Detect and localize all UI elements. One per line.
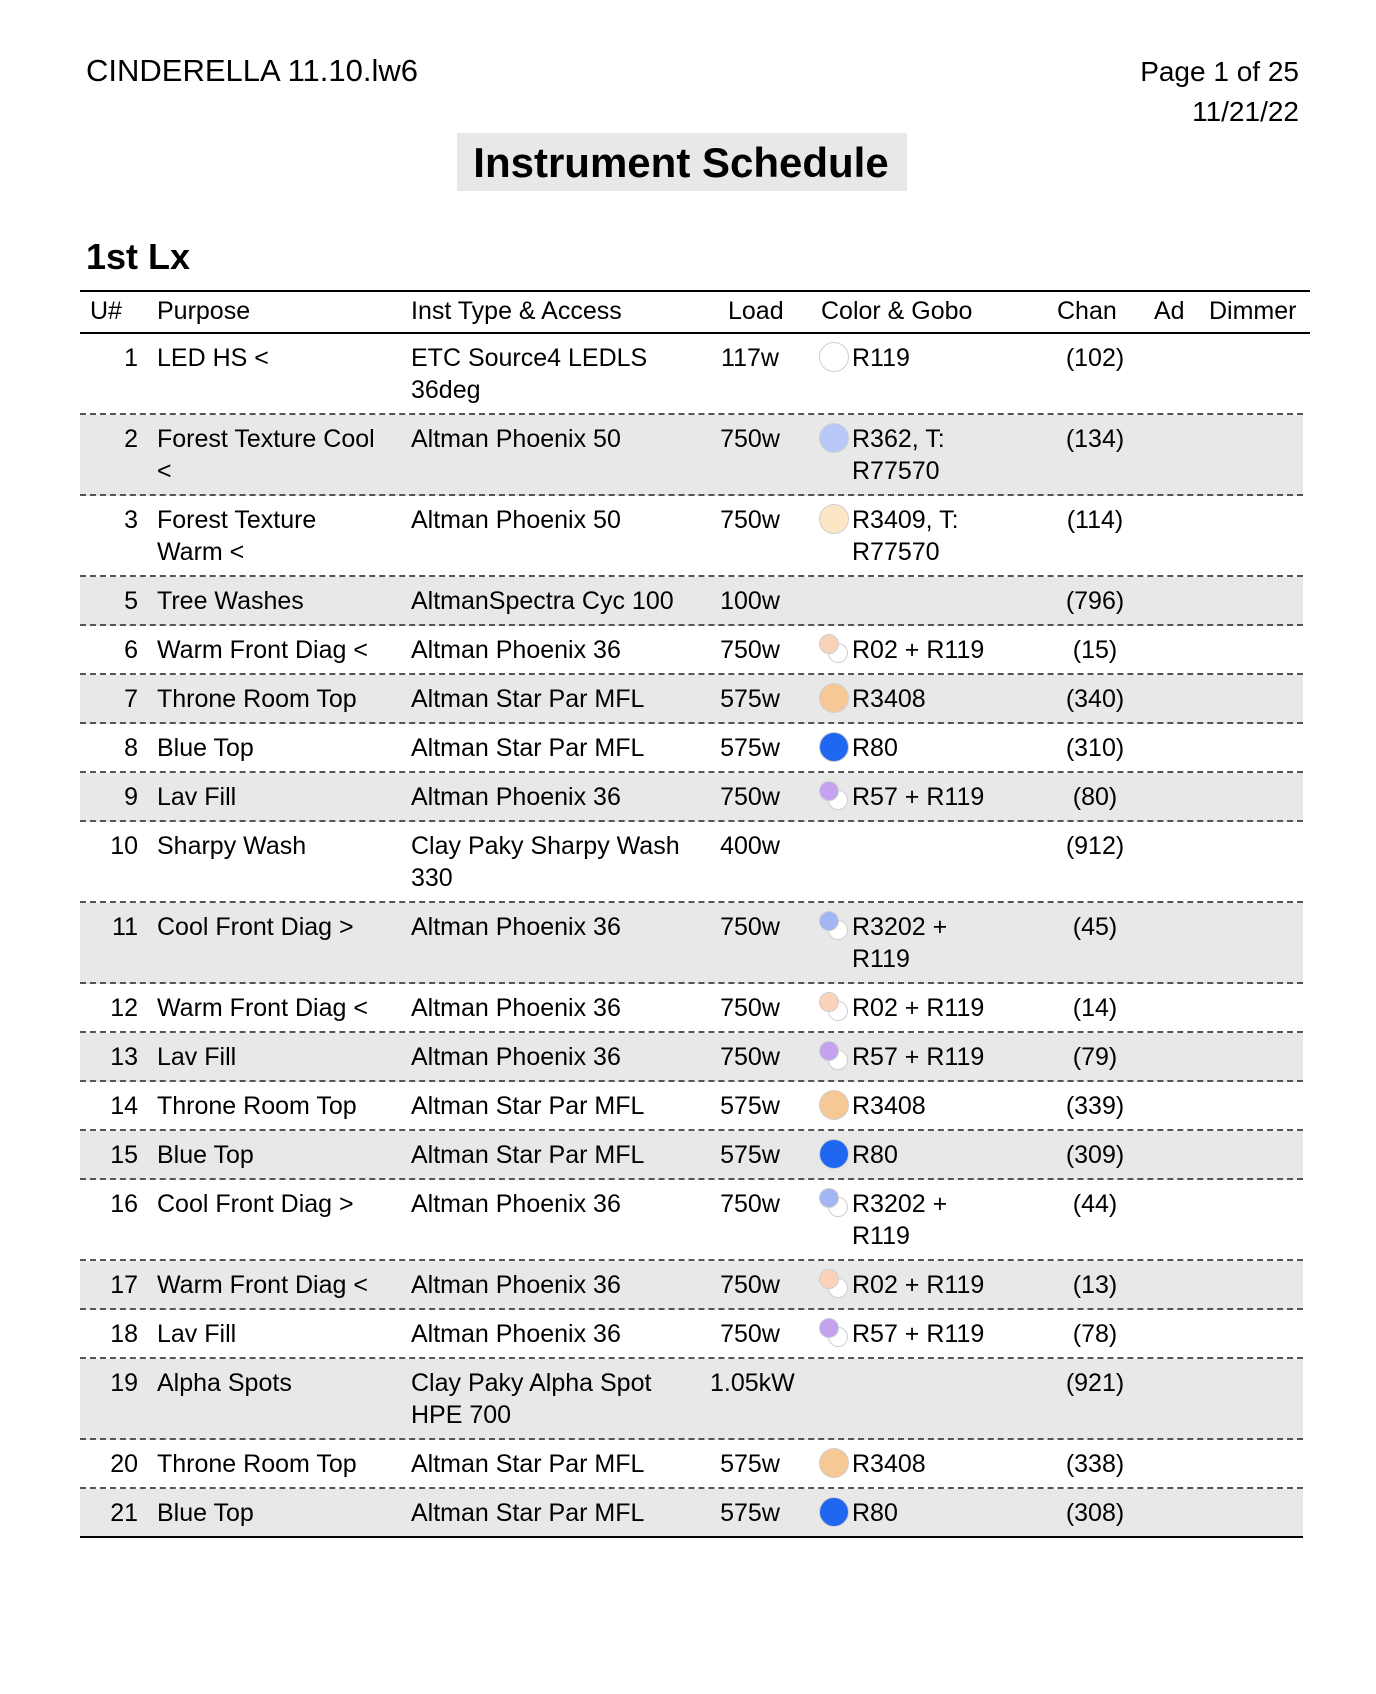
- channel-cell: (15): [1072, 636, 1118, 664]
- table-row: [80, 675, 1303, 724]
- color-gobo-cell: R80: [852, 734, 898, 762]
- print-date: 11/21/22: [1192, 96, 1299, 127]
- purpose-cell: Alpha Spots: [157, 1369, 292, 1397]
- color-swatch-icon: [819, 781, 849, 811]
- color-swatch-icon: [819, 1318, 849, 1348]
- purpose-cell: Lav Fill: [157, 1320, 237, 1348]
- color-swatch-icon: [819, 1448, 849, 1478]
- load-cell: 750w: [720, 506, 780, 534]
- load-cell: 575w: [720, 685, 780, 713]
- color-gobo-cell: R02 + R119: [852, 636, 985, 664]
- col-header-inst: Inst Type & Access: [411, 297, 622, 325]
- channel-cell: (134): [1065, 425, 1125, 453]
- gel-color-dot: [819, 504, 849, 534]
- unit-cell: 6: [124, 636, 138, 664]
- purpose-cell: Forest Texture Cool <: [157, 425, 375, 485]
- table-row: [80, 1440, 1303, 1489]
- load-cell: 575w: [720, 1499, 780, 1527]
- channel-cell: (921): [1065, 1369, 1125, 1397]
- col-header-chan: Chan: [1057, 297, 1117, 325]
- load-cell: 1.05kW: [710, 1369, 795, 1397]
- inst-type-cell: Altman Phoenix 36: [411, 1190, 621, 1218]
- unit-cell: 10: [110, 832, 138, 860]
- color-swatch-icon: [819, 504, 849, 534]
- load-cell: 750w: [720, 913, 780, 941]
- load-cell: 575w: [720, 1092, 780, 1120]
- gel-color-dot: [819, 634, 839, 654]
- unit-cell: 9: [124, 783, 138, 811]
- color-gobo-cell: R57 + R119: [852, 1043, 985, 1071]
- load-cell: 750w: [720, 1190, 780, 1218]
- load-cell: 575w: [720, 1450, 780, 1478]
- gel-color-dot: [819, 1269, 839, 1289]
- report-title: Instrument Schedule: [457, 133, 906, 191]
- purpose-cell: Throne Room Top: [157, 1092, 357, 1120]
- load-cell: 750w: [720, 425, 780, 453]
- table-body: [80, 334, 1303, 1538]
- inst-type-cell: Clay Paky Sharpy Wash 330: [411, 832, 680, 892]
- inst-type-cell: Clay Paky Alpha Spot HPE 700: [411, 1369, 652, 1429]
- gel-color-dot: [819, 911, 839, 931]
- channel-cell: (44): [1072, 1190, 1118, 1218]
- inst-type-cell: Altman Star Par MFL: [411, 1092, 645, 1120]
- load-cell: 117w: [721, 344, 779, 372]
- purpose-cell: Blue Top: [157, 1499, 254, 1527]
- gel-color-dot: [819, 1041, 839, 1061]
- color-swatch-icon: [819, 992, 849, 1022]
- table-row: [80, 724, 1303, 773]
- color-swatch-icon: [819, 1041, 849, 1071]
- inst-type-cell: Altman Phoenix 36: [411, 1271, 621, 1299]
- color-swatch-icon: [819, 423, 849, 453]
- load-cell: 575w: [720, 734, 780, 762]
- load-cell: 750w: [720, 636, 780, 664]
- col-header-unit: U#: [90, 297, 122, 325]
- color-gobo-cell: R02 + R119: [852, 1271, 985, 1299]
- table-row: [80, 1082, 1303, 1131]
- channel-cell: (45): [1072, 913, 1118, 941]
- unit-cell: 14: [110, 1092, 138, 1120]
- purpose-cell: Sharpy Wash: [157, 832, 307, 860]
- gel-color-dot: [819, 1188, 839, 1208]
- channel-cell: (78): [1072, 1320, 1118, 1348]
- table-row: [80, 822, 1303, 903]
- color-swatch-icon: [819, 1188, 849, 1218]
- inst-type-cell: Altman Star Par MFL: [411, 1141, 645, 1169]
- table-row: [80, 626, 1303, 675]
- color-swatch-icon: [819, 1497, 849, 1527]
- unit-cell: 15: [110, 1141, 138, 1169]
- load-cell: 575w: [720, 1141, 780, 1169]
- unit-cell: 7: [124, 685, 138, 713]
- purpose-cell: Cool Front Diag >: [157, 1190, 354, 1218]
- color-gobo-cell: R3408: [852, 685, 926, 713]
- channel-cell: (310): [1065, 734, 1125, 762]
- unit-cell: 8: [124, 734, 138, 762]
- load-cell: 750w: [720, 1320, 780, 1348]
- table-row: [80, 1033, 1303, 1082]
- inst-type-cell: Altman Star Par MFL: [411, 1499, 645, 1527]
- col-header-address: Ad: [1154, 297, 1185, 325]
- color-gobo-cell: R3409, T: R77570: [852, 506, 959, 566]
- gel-color-dot: [819, 1448, 849, 1478]
- table-row: [80, 415, 1303, 496]
- gel-color-dot: [819, 1318, 839, 1338]
- color-gobo-cell: R3202 + R119: [852, 913, 948, 973]
- inst-type-cell: Altman Star Par MFL: [411, 734, 645, 762]
- color-swatch-icon: [819, 911, 849, 941]
- purpose-cell: Warm Front Diag <: [157, 994, 368, 1022]
- table-row: [80, 1359, 1303, 1440]
- color-gobo-cell: R119: [852, 344, 910, 372]
- color-swatch-icon: [819, 634, 849, 664]
- gel-color-dot: [819, 992, 839, 1012]
- table-row: [80, 577, 1303, 626]
- color-swatch-icon: [819, 1269, 849, 1299]
- channel-cell: (308): [1065, 1499, 1125, 1527]
- unit-cell: 5: [124, 587, 138, 615]
- purpose-cell: Warm Front Diag <: [157, 1271, 368, 1299]
- inst-type-cell: ETC Source4 LEDLS 36deg: [411, 344, 648, 404]
- channel-cell: (338): [1065, 1450, 1125, 1478]
- table-row: [80, 903, 1303, 984]
- color-gobo-cell: R80: [852, 1141, 898, 1169]
- table-row: [80, 496, 1303, 577]
- col-header-color: Color & Gobo: [821, 297, 973, 325]
- color-gobo-cell: R362, T: R77570: [852, 425, 945, 485]
- table-row: [80, 1310, 1303, 1359]
- color-swatch-icon: [819, 732, 849, 762]
- report-heading-wrap: [0, 133, 1376, 191]
- purpose-cell: Lav Fill: [157, 1043, 237, 1071]
- color-gobo-cell: R02 + R119: [852, 994, 985, 1022]
- table-row: [80, 1489, 1303, 1536]
- channel-cell: (114): [1066, 506, 1124, 534]
- table-row: [80, 1131, 1303, 1180]
- load-cell: 750w: [720, 783, 780, 811]
- unit-cell: 20: [110, 1450, 138, 1478]
- unit-cell: 2: [124, 425, 138, 453]
- channel-cell: (340): [1065, 685, 1125, 713]
- load-cell: 750w: [720, 1043, 780, 1071]
- purpose-cell: Lav Fill: [157, 783, 237, 811]
- channel-cell: (80): [1072, 783, 1118, 811]
- channel-cell: (102): [1065, 344, 1125, 372]
- col-header-purpose: Purpose: [157, 297, 251, 325]
- load-cell: 400w: [720, 832, 780, 860]
- table-row: [80, 984, 1303, 1033]
- color-gobo-cell: R3408: [852, 1450, 926, 1478]
- color-gobo-cell: R57 + R119: [852, 1320, 985, 1348]
- color-swatch-icon: [819, 683, 849, 713]
- channel-cell: (796): [1065, 587, 1125, 615]
- section-title: 1st Lx: [86, 236, 191, 277]
- gel-color-dot: [819, 1497, 849, 1527]
- channel-cell: (339): [1065, 1092, 1125, 1120]
- unit-cell: 17: [110, 1271, 138, 1299]
- gel-color-dot: [819, 781, 839, 801]
- channel-cell: (14): [1072, 994, 1118, 1022]
- unit-cell: 3: [124, 506, 138, 534]
- purpose-cell: Tree Washes: [157, 587, 304, 615]
- gel-color-dot: [819, 342, 849, 372]
- unit-cell: 21: [110, 1499, 138, 1527]
- purpose-cell: LED HS <: [157, 344, 269, 372]
- channel-cell: (309): [1065, 1141, 1125, 1169]
- table-header: [80, 290, 1310, 334]
- inst-type-cell: Altman Phoenix 36: [411, 783, 621, 811]
- purpose-cell: Warm Front Diag <: [157, 636, 368, 664]
- inst-type-cell: Altman Phoenix 36: [411, 994, 621, 1022]
- load-cell: 750w: [720, 1271, 780, 1299]
- document-file-name: CINDERELLA 11.10.lw6: [86, 53, 418, 88]
- color-swatch-icon: [819, 1090, 849, 1120]
- purpose-cell: Throne Room Top: [157, 685, 357, 713]
- table-row: [80, 773, 1303, 822]
- color-gobo-cell: R3202 + R119: [852, 1190, 948, 1250]
- purpose-cell: Forest Texture Warm <: [157, 506, 317, 566]
- unit-cell: 16: [110, 1190, 138, 1218]
- color-gobo-cell: R57 + R119: [852, 783, 985, 811]
- inst-type-cell: Altman Phoenix 50: [411, 506, 621, 534]
- color-gobo-cell: R80: [852, 1499, 898, 1527]
- unit-cell: 11: [112, 913, 138, 941]
- load-cell: 100w: [720, 587, 780, 615]
- channel-cell: (912): [1065, 832, 1125, 860]
- inst-type-cell: Altman Phoenix 36: [411, 1043, 621, 1071]
- col-header-dimmer: Dimmer: [1209, 297, 1297, 325]
- col-header-load: Load: [728, 297, 784, 325]
- page-info: [1140, 52, 1299, 132]
- table-row: [80, 334, 1303, 415]
- inst-type-cell: AltmanSpectra Cyc 100: [411, 587, 674, 615]
- unit-cell: 19: [110, 1369, 138, 1397]
- purpose-cell: Blue Top: [157, 734, 254, 762]
- gel-color-dot: [819, 1090, 849, 1120]
- load-cell: 750w: [720, 994, 780, 1022]
- color-gobo-cell: R3408: [852, 1092, 926, 1120]
- page-number: Page 1 of 25: [1140, 56, 1299, 87]
- gel-color-dot: [819, 732, 849, 762]
- unit-cell: 18: [110, 1320, 138, 1348]
- gel-color-dot: [819, 423, 849, 453]
- gel-color-dot: [819, 1139, 849, 1169]
- channel-cell: (79): [1072, 1043, 1118, 1071]
- inst-type-cell: Altman Star Par MFL: [411, 1450, 645, 1478]
- inst-type-cell: Altman Phoenix 50: [411, 425, 621, 453]
- purpose-cell: Cool Front Diag >: [157, 913, 354, 941]
- instrument-table: [80, 290, 1310, 1538]
- channel-cell: (13): [1072, 1271, 1118, 1299]
- table-row: [80, 1180, 1303, 1261]
- gel-color-dot: [819, 683, 849, 713]
- unit-cell: 13: [110, 1043, 138, 1071]
- table-row: [80, 1261, 1303, 1310]
- inst-type-cell: Altman Star Par MFL: [411, 685, 645, 713]
- color-swatch-icon: [819, 1139, 849, 1169]
- purpose-cell: Blue Top: [157, 1141, 254, 1169]
- purpose-cell: Throne Room Top: [157, 1450, 357, 1478]
- unit-cell: 12: [110, 994, 138, 1022]
- color-swatch-icon: [819, 342, 849, 372]
- inst-type-cell: Altman Phoenix 36: [411, 1320, 621, 1348]
- inst-type-cell: Altman Phoenix 36: [411, 913, 621, 941]
- inst-type-cell: Altman Phoenix 36: [411, 636, 621, 664]
- unit-cell: 1: [124, 344, 138, 372]
